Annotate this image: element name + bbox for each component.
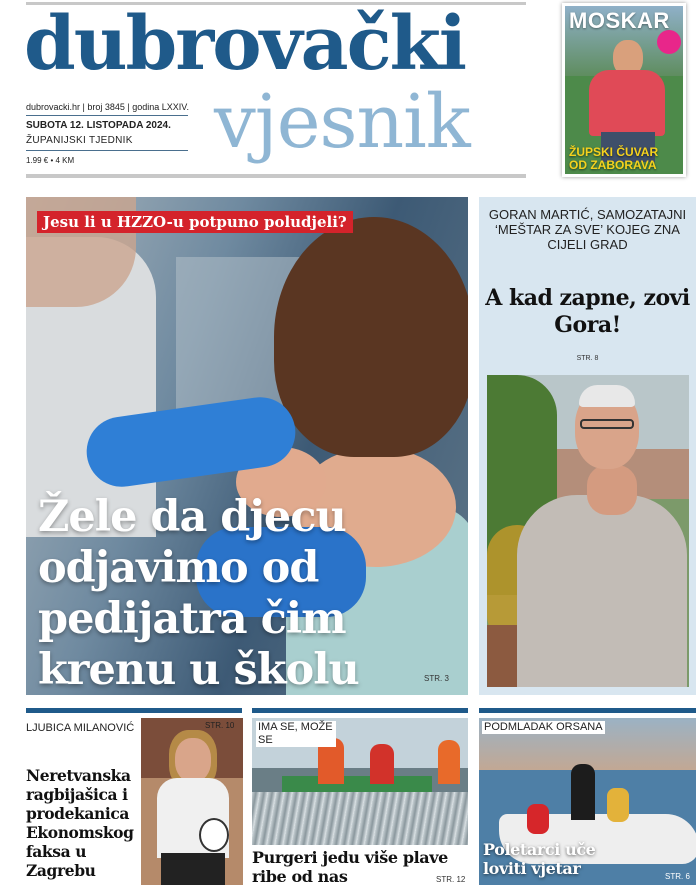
story-3-page: STR. 6	[665, 872, 690, 881]
right-photo-neck	[587, 465, 637, 515]
story-2-photo-person	[438, 740, 460, 784]
magazine-photo-shirt	[589, 70, 665, 136]
right-photo-glasses	[580, 419, 634, 429]
story-1-kicker: LJUBICA MILANOVIĆ	[26, 722, 135, 734]
story-1-top-bar	[26, 708, 242, 713]
main-photo-boy-hair	[274, 217, 468, 457]
magazine-cover[interactable]	[562, 3, 686, 177]
story-1-photo-shorts	[161, 853, 225, 885]
story-1-photo-head	[175, 738, 211, 782]
magazine-title: MOSKAR	[569, 8, 670, 33]
masthead-title: dubrovački	[24, 1, 466, 87]
story-3[interactable]	[479, 718, 696, 885]
masthead-date: SUBOTA 12. LISTOPADA 2024.	[26, 120, 171, 131]
story-3-photo-person	[571, 764, 595, 820]
story-2-page: STR. 12	[436, 875, 466, 884]
right-photo-hair	[579, 385, 635, 407]
masthead-price: 1.99 € • 4 KM	[26, 156, 75, 165]
story-1-page: STR. 10	[205, 721, 235, 730]
right-story-page: STR. 8	[576, 355, 599, 362]
story-2-headline[interactable]: Purgeri jedu više plave ribe od nas	[252, 848, 448, 885]
story-3-headline[interactable]: Poletarci uče loviti vjetar	[483, 840, 596, 878]
story-2-top-bar	[252, 708, 468, 713]
right-story[interactable]	[479, 197, 696, 695]
main-story-headline[interactable]: Žele da djecu odjavimo od pedijatra čim krenu u školu	[38, 492, 359, 695]
magazine-headline: ŽUPSKI ČUVAR OD ZABORAVA	[569, 145, 659, 172]
right-story-kicker: GORAN MARTIĆ, SAMOZATAJNI ‘MEŠTAR ZA SVE’ KOJEG ZNA CIJELI GRAD	[488, 207, 687, 252]
story-2-photo-fish	[252, 792, 468, 845]
rugby-ball-icon	[199, 818, 229, 852]
story-3-photo-kid	[527, 804, 549, 834]
main-story-kicker: Jesu li u HZZO-u potpuno poludjeli?	[37, 211, 353, 233]
right-story-photo	[487, 375, 689, 687]
masthead-meta: dubrovacki.hr | broj 3845 | godina LXXIV.	[26, 102, 189, 112]
right-photo-shirt	[517, 495, 687, 687]
story-2-kicker: IMA SE, MOŽE SE	[256, 721, 336, 747]
main-story[interactable]	[26, 197, 468, 695]
story-3-photo-kid	[607, 788, 629, 822]
story-1-photo	[141, 718, 243, 885]
story-2-photo	[252, 718, 468, 845]
masthead-bottom-rule	[26, 174, 526, 178]
right-story-headline[interactable]: A kad zapne, zovi Gora!	[485, 285, 690, 338]
story-1[interactable]	[26, 718, 140, 885]
masthead-subtitle: vjesnik	[214, 79, 470, 165]
story-3-top-bar	[479, 708, 696, 713]
masthead-edition-rule	[26, 150, 188, 151]
story-3-kicker: PODMLADAK ORSANA	[484, 721, 603, 733]
main-story-page: STR. 3	[424, 674, 449, 683]
story-2[interactable]	[252, 845, 468, 885]
masthead-edition: ŽUPANIJSKI TJEDNIK	[26, 135, 133, 146]
story-1-headline[interactable]: Neretvanska ragbijašica i prodekanica Ekonomskog faksa u Zagrebu	[26, 766, 134, 880]
story-2-photo-person	[370, 744, 394, 784]
masthead-meta-rule	[26, 115, 188, 116]
